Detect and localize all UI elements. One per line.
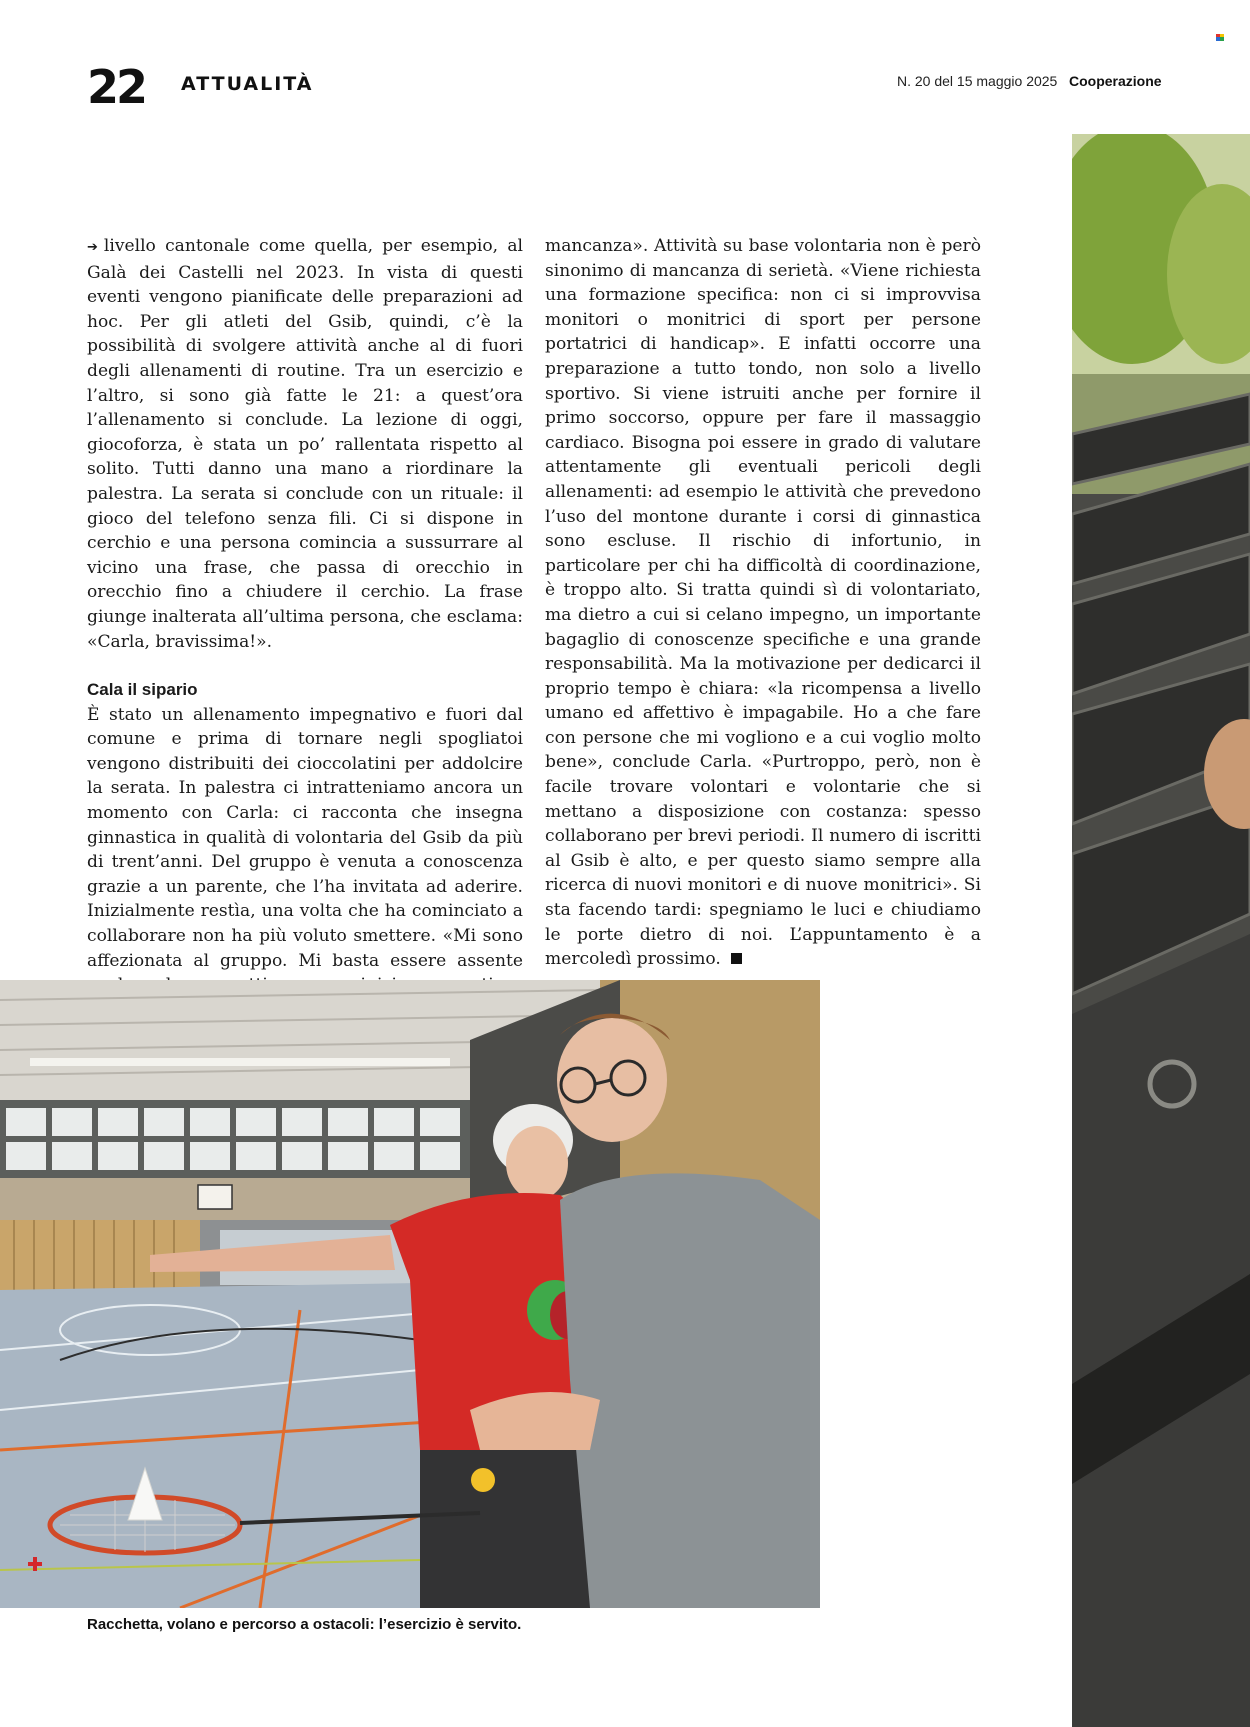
gym-photo (0, 980, 820, 1608)
section-title: ATTUALITÀ (181, 73, 314, 95)
color-mark-icon (1216, 34, 1225, 41)
article-column-right (545, 234, 981, 972)
arrow-right-icon: ➔ (87, 240, 98, 255)
paragraph-text: livello cantonale come quella, per esempio, al Galà dei Castelli nel 2023. In vista di questi eventi vengono pianificate delle preparazioni ad hoc. Per gli atleti del Gsib, quindi, c’è la possibilità di svolgere attività anche al di fuori degli allenamenti di routine. Tra un esercizio e l’altro, si sono già fatte le 21: a quest’ora l’allenamento si conclude. La lezione di oggi, giocoforza, è stata un po’ rallentata rispetto al solito. Tutti danno una mano a riordinare la palestra. La serata si conclude con un rituale: il gioco del telefono senza fili. Ci si dispone in cerchio e una persona comincia a sussurrare al vicino una frase, che passa di orecchio in orecchio fino a chiudere il cerchio. La frase giunge inalterata all’ultima persona, che esclama: «Carla, bravissima!». (87, 236, 523, 652)
issue-date: N. 20 del 15 maggio 2025 (897, 73, 1058, 89)
article-paragraph (87, 234, 523, 654)
article-column-left (87, 234, 523, 1022)
paragraph-text: mancanza». Attività su base volontaria non è però sinonimo di mancanza di serietà. «Viene richiesta una formazione specifica: non ci si improvvisa monitori o monitrici di sport per persone portatrici di handicap». E infatti occorre una preparazione a tutto tondo, non solo a livello sportivo. Si viene istruiti anche per fornire il primo soccorso, oppure per fare il massaggio cardiaco. Bisogna poi essere in grado di valutare attentamente gli eventuali pericoli degli allenamenti: ad esempio le attività che prevedono l’uso del montone durante i corsi di ginnastica sono escluse. Il rischio di infortunio, in particolare per chi ha difficoltà di coordinazione, è troppo alto. Si tratta quindi sì di volontariato, ma dietro a cui si celano impegno, un importante bagaglio di conoscenze specifiche e una grande responsabilità. Ma la motivazione per dedicarci il proprio tempo è chiara: «la ricompensa a livello umano ed affettivo è impagabile. Ho a che fare con persone che mi vogliono e a cui voglio molto bene», conclude Carla. «Purtroppo, però, non è facile trovare volontari e volontarie che si mettano a disposizione con costanza: spesso collaborano per brevi periodi. Il numero di iscritti al Gsib è alto, e per questo siamo sempre alla ricerca di nuovi monitori e di nuove monitrici». Si sta facendo tardi: spegniamo le luci e chiudiamo le porte dietro di noi. L’appuntamento è a mercoledì prossimo. (545, 236, 981, 970)
subheading: Cala il sipario (87, 680, 198, 700)
end-of-article-icon (731, 953, 742, 964)
river-boats-photo (1072, 134, 1250, 1727)
photo-caption: Racchetta, volano e percorso a ostacoli: l’esercizio è servito. (87, 1616, 522, 1633)
page-number: 22 (87, 60, 146, 114)
article-paragraph (545, 234, 981, 972)
magazine-name: Cooperazione (1069, 73, 1162, 89)
article-paragraph: È stato un allenamento impegnativo e fuori dal comune e prima di tornare negli spogliatoi vengono distribuiti dei cioccolatini per addolcire la serata. In palestra ci intratteniamo ancora un momento con Carla: ci racconta che insegna ginnastica in qualità di volontaria del Gsib da più di trent’anni. Del gruppo è venuta a conoscenza grazie a un parente, che l’ha invitata ad aderire. Inizialmente restìa, una volta che ha cominciato a collaborare non ha più voluto smettere. «Mi sono affezionata al gruppo. Mi basta essere assente (87, 704, 523, 971)
